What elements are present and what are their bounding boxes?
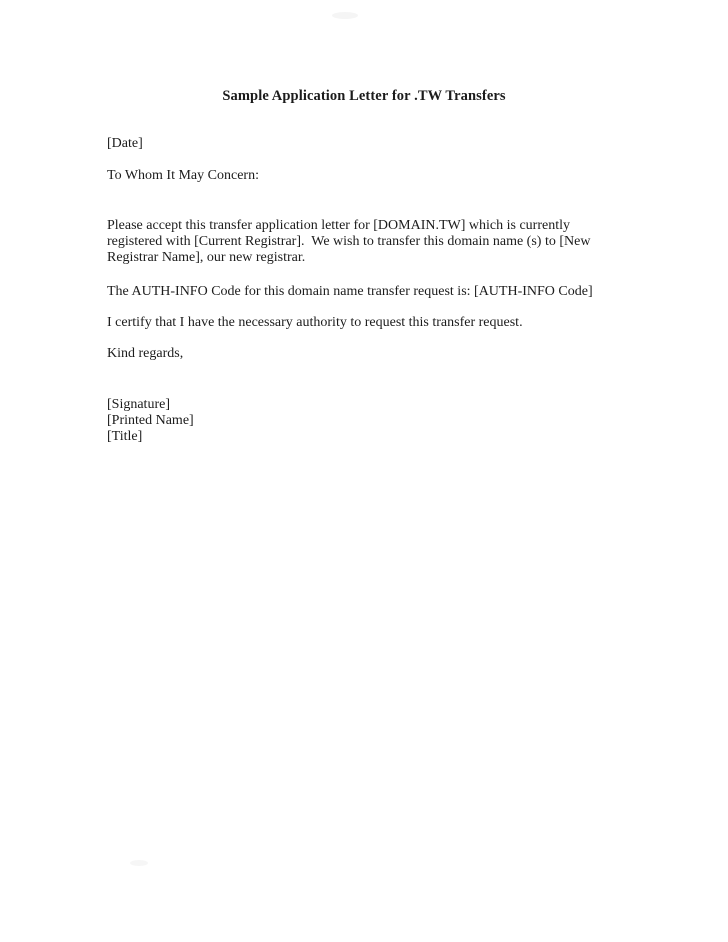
salutation: To Whom It May Concern: — [107, 168, 259, 183]
paragraph-auth-info-code: The AUTH-INFO Code for this domain name transfer request is: [AUTH-INFO Code] — [107, 284, 593, 299]
signature-block — [107, 397, 621, 445]
scan-artifact — [130, 860, 148, 866]
paragraph-transfer-request: Please accept this transfer application letter for [DOMAIN.TW] which is currently registered with [Current Registrar]. We wish to transfer this domain name (s) to [New Registrar Name], our new registrar. — [107, 218, 594, 265]
closing: Kind regards, — [107, 346, 184, 361]
scan-artifact — [332, 12, 358, 19]
signature-placeholder: [Signature] — [107, 397, 170, 412]
letter-title: Sample Application Letter for .TW Transfers — [222, 88, 506, 104]
paragraph-certification: I certify that I have the necessary authority to request this transfer request. — [107, 315, 523, 330]
printed-name-placeholder: [Printed Name] — [107, 413, 194, 428]
date-placeholder: [Date] — [107, 136, 143, 151]
title-placeholder: [Title] — [107, 429, 143, 444]
